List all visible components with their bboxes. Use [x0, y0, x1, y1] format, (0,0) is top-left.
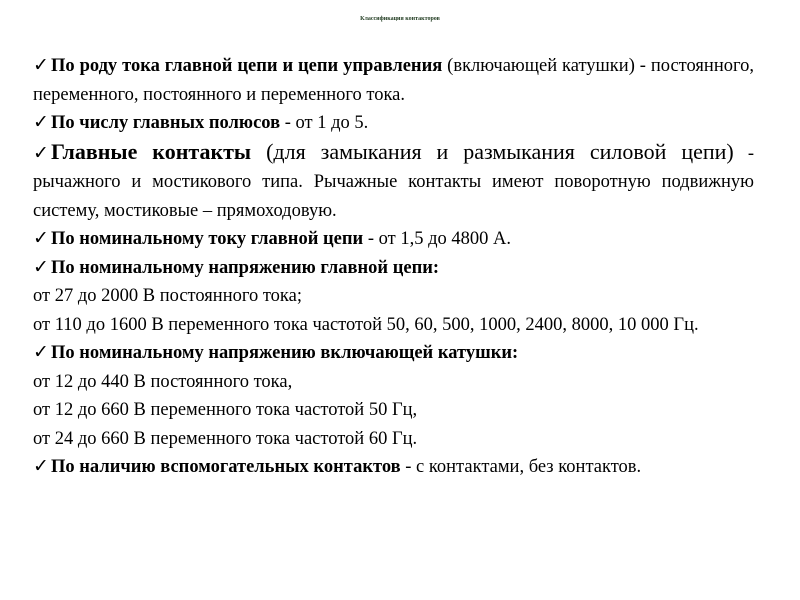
checkmark-icon: ✓: [33, 141, 49, 164]
list-item: [33, 254, 754, 283]
item-text: (включающей катушки) - постоянного, переменного, постоянного и переменного тока.: [33, 56, 754, 105]
item-line: от 24 до 660 В переменного тока частотой 60 Гц.: [33, 428, 418, 449]
item-line: от 12 до 440 В постоянного тока,: [33, 371, 293, 392]
item-text: - от 1 до 5.: [280, 113, 369, 133]
list-item: [33, 138, 754, 226]
item-text-large: (для замыкания и размыкания силовой цепи): [251, 138, 734, 164]
item-heading: Главные контакты: [51, 138, 252, 164]
item-line: от 12 до 660 В переменного тока частотой 50 Гц,: [33, 400, 418, 420]
slide-content: [33, 52, 754, 482]
checkmark-icon: ✓: [33, 455, 49, 477]
item-heading: По номинальному напряжению включающей катушки:: [51, 343, 519, 363]
list-item: [33, 339, 754, 368]
checkmark-icon: ✓: [33, 111, 49, 133]
item-heading: По номинальному току главной цепи: [51, 229, 364, 249]
list-item: [33, 225, 754, 254]
checkmark-icon: ✓: [33, 54, 49, 76]
item-line: от 27 до 2000 В постоянного тока;: [33, 286, 302, 306]
item-text: - рычажного и мостикового типа. Рычажные контакты имеют поворотную подвижную систему, мостиковые – прямоходовую.: [33, 143, 754, 221]
item-heading: По роду тока главной цепи и цепи управления: [51, 56, 443, 76]
item-text: - с контактами, без контактов.: [400, 457, 642, 477]
list-item: [33, 109, 754, 138]
list-item: [33, 52, 754, 109]
slide-title: Классификация контакторов: [360, 16, 440, 22]
list-item: [33, 453, 754, 482]
item-heading: По числу главных полюсов: [51, 113, 281, 133]
item-heading: По номинальному напряжению главной цепи:: [51, 257, 440, 278]
item-line: от 110 до 1600 В переменного тока частотой 50, 60, 500, 1000, 2400, 8000, 10 000 Гц.: [33, 314, 699, 335]
item-text: - от 1,5 до 4800 А.: [363, 229, 511, 249]
checkmark-icon: ✓: [33, 227, 49, 249]
item-heading: По наличию вспомогательных контактов: [51, 457, 401, 477]
checkmark-icon: ✓: [33, 255, 49, 278]
checkmark-icon: ✓: [33, 341, 49, 363]
